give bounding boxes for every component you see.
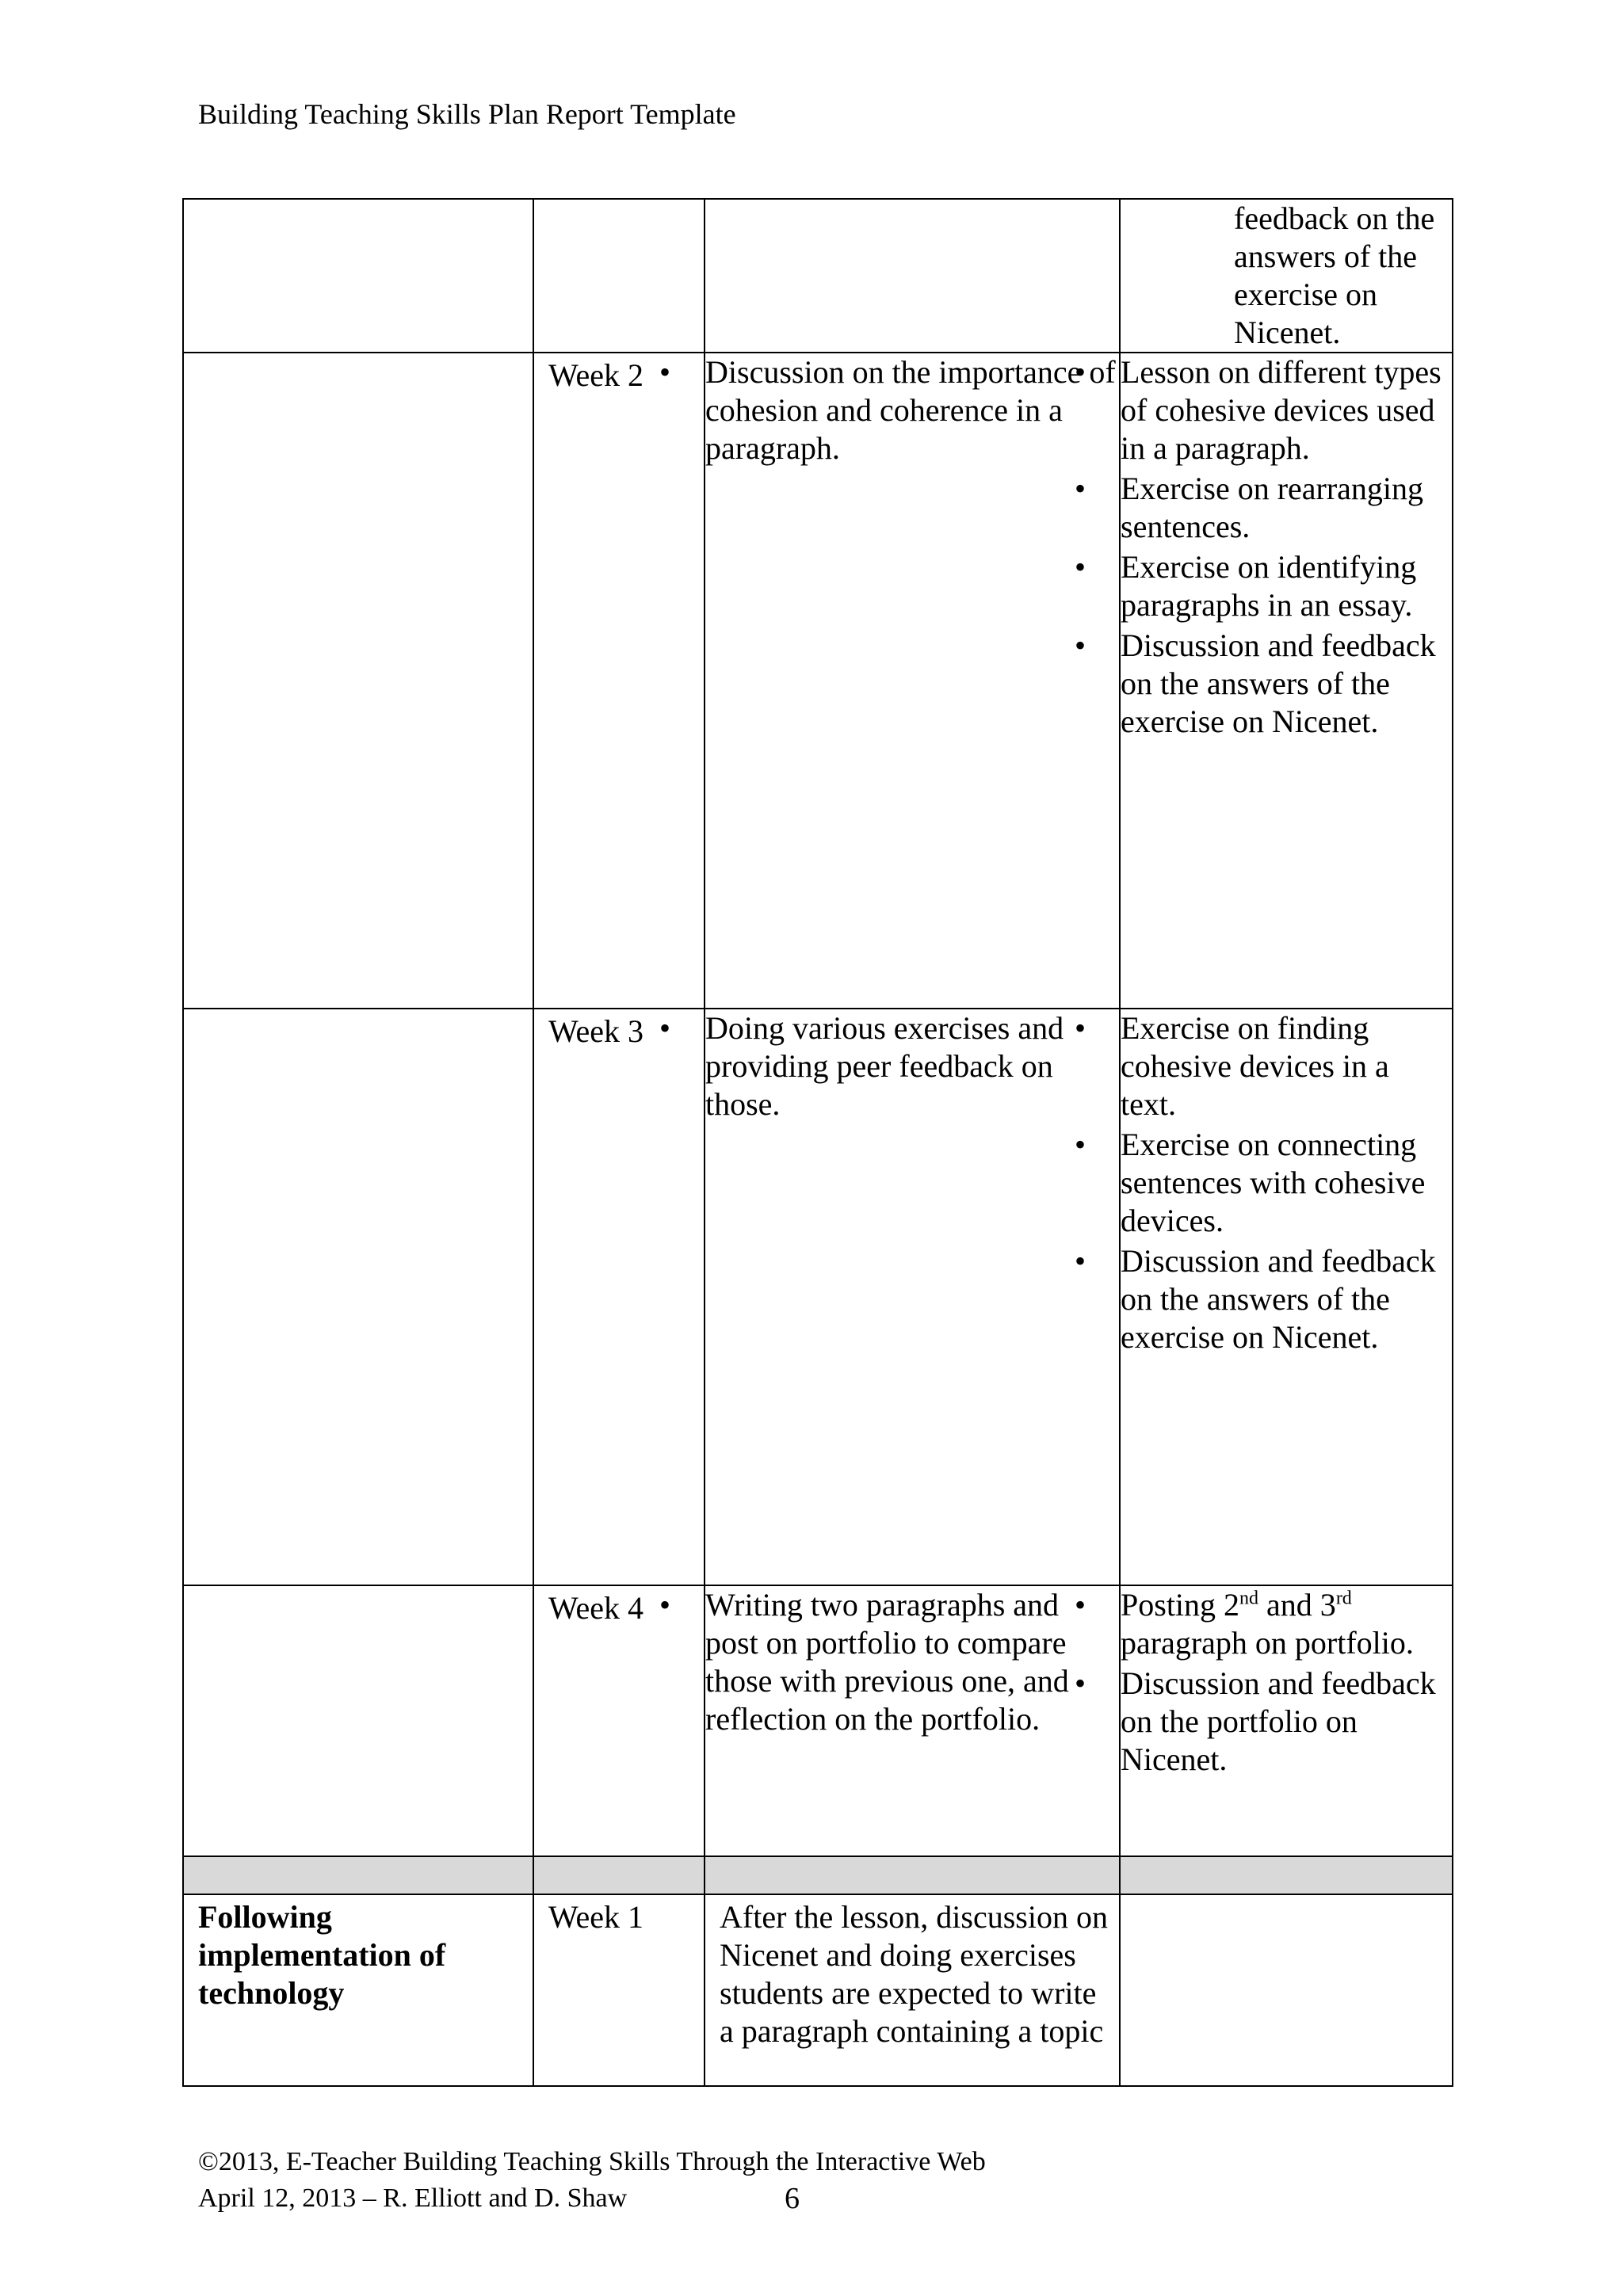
cell-activities: [705, 199, 1120, 353]
separator-cell: [1120, 1856, 1453, 1894]
cell-phase: [183, 1894, 533, 2086]
week-label: Week 1: [548, 1899, 644, 1935]
cell-activities: [705, 1894, 1120, 2086]
list-item: • Discussion and feedback on the portfolio on Nicenet.: [1121, 1665, 1452, 1779]
separator-cell: [705, 1856, 1120, 1894]
page-number: 6: [785, 2182, 800, 2215]
week-label: Week 3: [548, 1013, 644, 1049]
cell-tasks: [1120, 353, 1453, 1009]
phase-label: Following implementation of technology: [198, 1899, 446, 2011]
activities-list: [705, 1586, 1119, 1738]
cell-tasks: [1120, 199, 1453, 353]
activities-list: [705, 1009, 1119, 1123]
cell-activities: [705, 353, 1120, 1009]
page-header: Building Teaching Skills Plan Report Template: [198, 98, 736, 130]
table-row-continued: [183, 199, 1453, 353]
tasks-list: [1121, 1009, 1452, 1356]
list-item: • Discussion on the importance of cohesion and coherence in a paragraph.: [705, 353, 1119, 467]
plan-table: [182, 198, 1453, 2087]
list-item: • Exercise on rearranging sentences.: [1121, 470, 1452, 546]
cell-tasks: [1120, 1894, 1453, 2086]
continued-text: feedback on the answers of the exercise on Nicenet.: [1234, 200, 1435, 350]
table-row-week3: [183, 1009, 1453, 1585]
cell-phase: [183, 199, 533, 353]
week-label: Week 4: [548, 1590, 644, 1626]
table-row-week4: [183, 1585, 1453, 1856]
separator-cell: [183, 1856, 533, 1894]
list-item: • Lesson on different types of cohesive devices used in a paragraph.: [1121, 353, 1452, 467]
list-item-posting: • Posting 2nd and 3rd paragraph on portfolio.: [1121, 1586, 1452, 1662]
cell-week: [533, 1894, 705, 2086]
cell-week: [533, 1009, 705, 1585]
activities-list: [705, 353, 1119, 467]
footer-date-authors: April 12, 2013 – R. Elliott and D. Shaw: [198, 2183, 628, 2213]
cell-phase: [183, 1585, 533, 1856]
cell-tasks: [1120, 1585, 1453, 1856]
list-item: • Writing two paragraphs and post on portfolio to compare those with previous one, and reflection on the portfolio.: [705, 1586, 1119, 1738]
page-footer: [198, 2144, 986, 2217]
activities-text: After the lesson, discussion on Nicenet and doing exercises students are expected to write a paragraph containing a topic: [720, 1899, 1108, 2049]
tasks-list: [1121, 1586, 1452, 1779]
cell-activities: [705, 1009, 1120, 1585]
cell-phase: [183, 353, 533, 1009]
week-label: Week 2: [548, 357, 644, 393]
list-item: • Exercise on identifying paragraphs in an essay.: [1121, 548, 1452, 624]
cell-week: [533, 353, 705, 1009]
cell-week: [533, 199, 705, 353]
list-item: • Exercise on connecting sentences with cohesive devices.: [1121, 1126, 1452, 1240]
table-row-following: [183, 1894, 1453, 2086]
cell-tasks: [1120, 1009, 1453, 1585]
table-row-separator: [183, 1856, 1453, 1894]
cell-activities: [705, 1585, 1120, 1856]
tasks-list: [1121, 353, 1452, 741]
list-item: • Doing various exercises and providing peer feedback on those.: [705, 1009, 1119, 1123]
table-row-week2: [183, 353, 1453, 1009]
cell-phase: [183, 1009, 533, 1585]
list-item: • Discussion and feedback on the answers of the exercise on Nicenet.: [1121, 627, 1452, 741]
separator-cell: [533, 1856, 705, 1894]
list-item: • Exercise on finding cohesive devices in a text.: [1121, 1009, 1452, 1123]
list-item: • Discussion and feedback on the answers of the exercise on Nicenet.: [1121, 1242, 1452, 1356]
footer-copyright: ©2013, E-Teacher Building Teaching Skills Through the Interactive Web: [198, 2147, 986, 2176]
cell-week: [533, 1585, 705, 1856]
